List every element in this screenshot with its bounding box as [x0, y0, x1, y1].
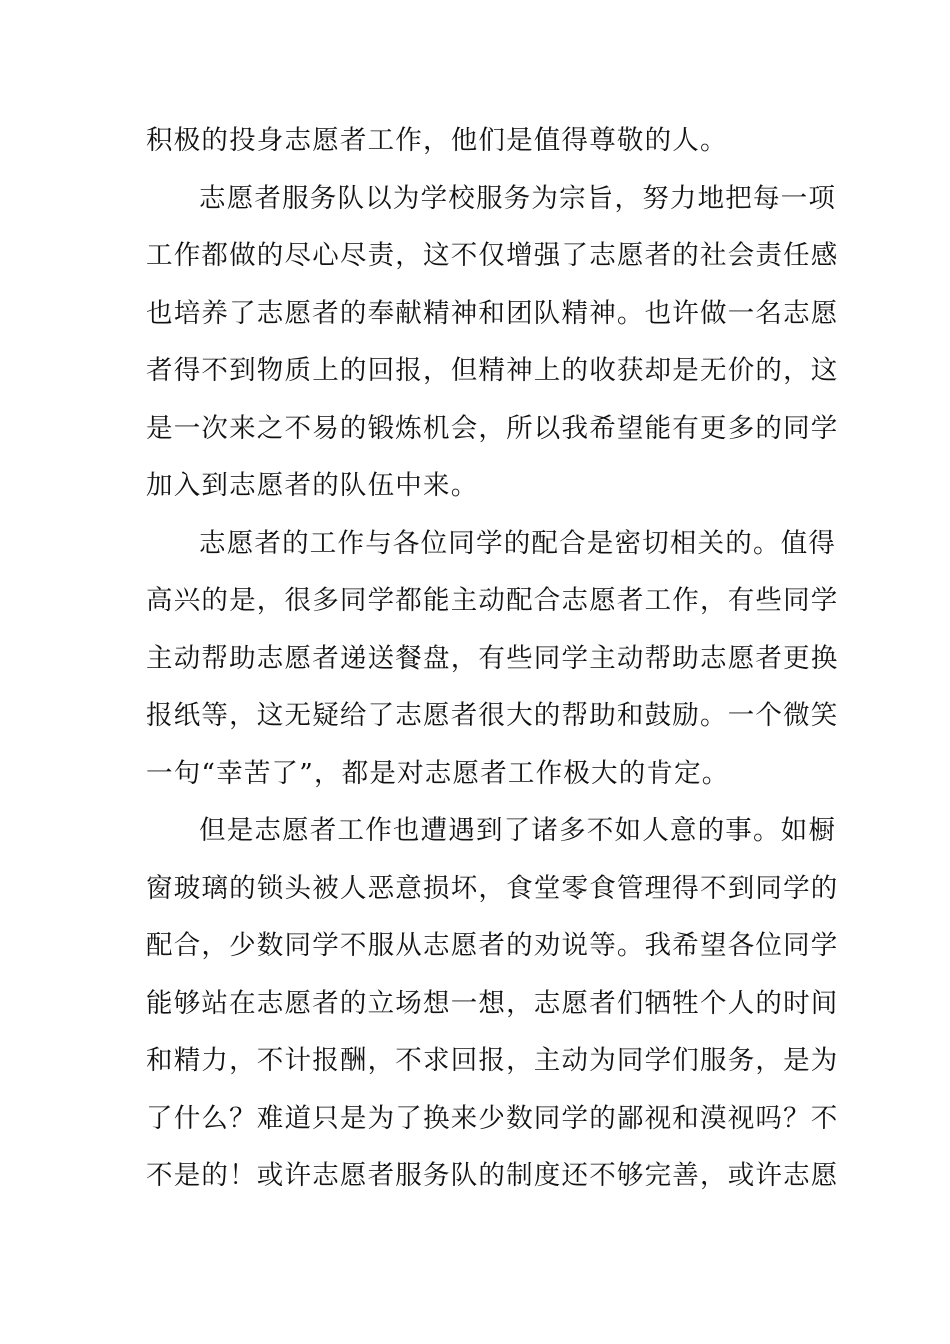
text-line: 主动帮助志愿者递送餐盘，有些同学主动帮助志愿者更换 [146, 642, 839, 674]
text-line: 报纸等，这无疑给了志愿者很大的帮助和鼓励。一个微笑 [146, 700, 839, 731]
text-line: 不是的！或许志愿者服务队的制度还不够完善，或许志愿 [146, 1160, 839, 1191]
text-line: 者得不到物质上的回报，但精神上的收获却是无价的，这 [146, 355, 839, 386]
text-line: 也培养了志愿者的奉献精神和团队精神。也许做一名志愿 [146, 297, 839, 329]
document-body [146, 112, 839, 1205]
paragraph-2 [146, 170, 839, 515]
text-line: 一句“幸苦了”，都是对志愿者工作极大的肯定。 [146, 757, 730, 789]
text-line: 但是志愿者工作也遭遇到了诸多不如人意的事。如橱 [199, 815, 837, 846]
text-line: 窗玻璃的锁头被人恶意损坏，食堂零食管理得不到同学的 [146, 872, 839, 904]
paragraph-1 [146, 112, 808, 170]
text-line: 积极的投身志愿者工作，他们是值得尊敬的人。 [146, 125, 728, 156]
text-line: 加入到志愿者的队伍中来。 [146, 470, 479, 501]
paragraph-4 [146, 802, 839, 1205]
text-line: 和精力，不计报酬，不求回报，主动为同学们服务，是为 [146, 1045, 839, 1076]
text-line: 能够站在志愿者的立场想一想，志愿者们牺牲个人的时间 [146, 987, 839, 1019]
text-line: 了什么？难道只是为了换来少数同学的鄙视和漠视吗？不 [146, 1102, 839, 1134]
text-line: 志愿者的工作与各位同学的配合是密切相关的。值得 [199, 527, 837, 559]
text-line: 配合，少数同学不服从志愿者的劝说等。我希望各位同学 [146, 930, 839, 961]
text-line: 工作都做的尽心尽责，这不仅增强了志愿者的社会责任感 [146, 240, 839, 271]
text-line: 高兴的是，很多同学都能主动配合志愿者工作，有些同学 [146, 585, 839, 616]
paragraph-3 [146, 515, 839, 803]
text-line: 是一次来之不易的锻炼机会，所以我希望能有更多的同学 [146, 412, 839, 444]
text-line: 志愿者服务队以为学校服务为宗旨，努力地把每一项 [199, 182, 837, 214]
